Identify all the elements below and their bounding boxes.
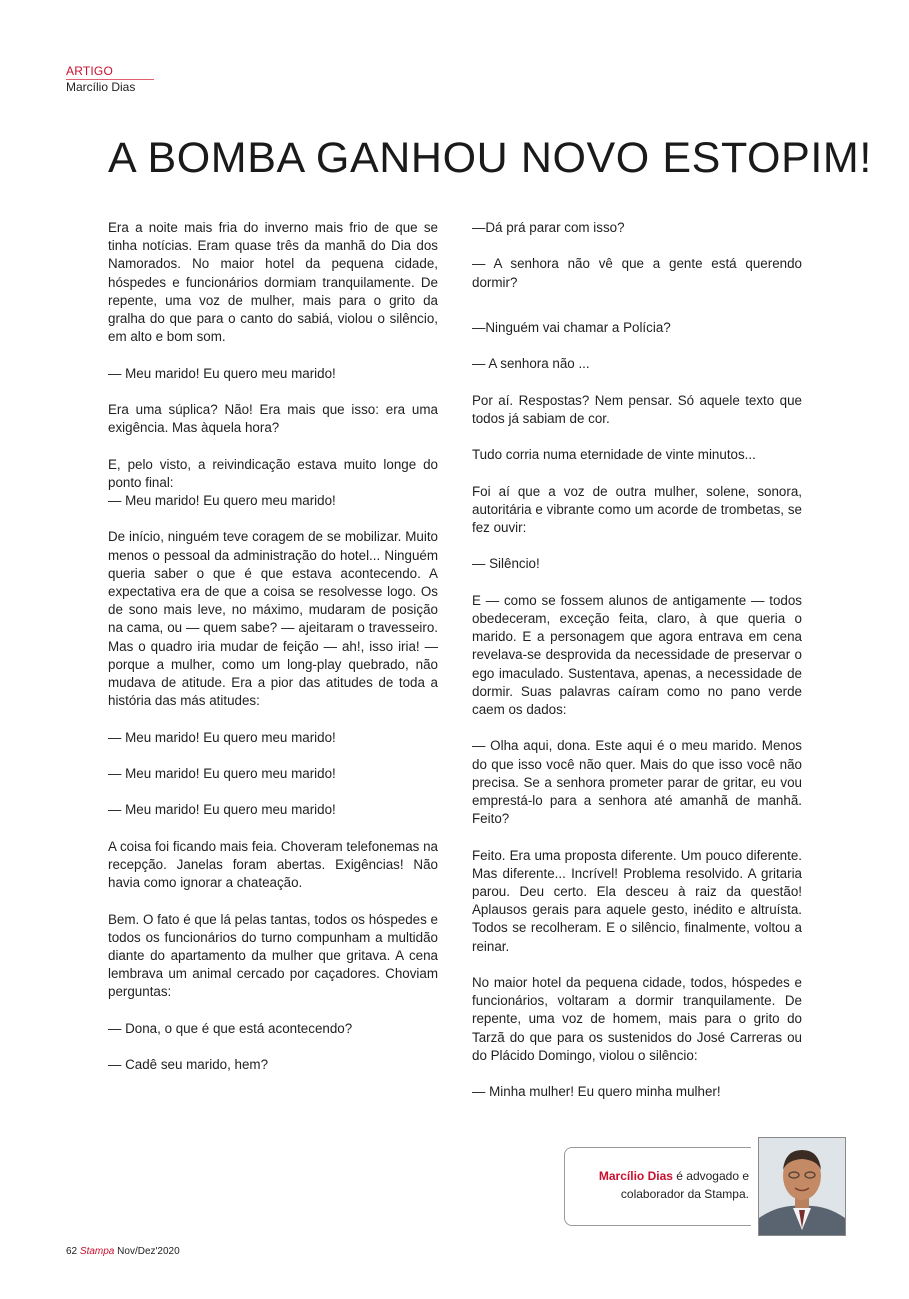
paragraph: — Meu marido! Eu quero meu marido!	[108, 802, 336, 818]
magazine-brand: Stampa	[79, 1246, 115, 1257]
page-footer	[66, 1246, 180, 1257]
paragraph: Tudo corria numa eternidade de vinte minutos...	[472, 447, 756, 463]
section-label: ARTIGO	[66, 64, 113, 78]
paragraph: —Dá prá parar com isso?	[472, 220, 625, 235]
paragraph: A coisa foi ficando mais feia. Choveram telefonemas na recepção. Janelas foram abertas. Exigências! Não havia como ignorar a chateação.	[108, 838, 438, 891]
paragraph: — A senhora não vê que a gente está querendo dormir?	[472, 256, 802, 290]
paragraph: — Cadê seu marido, hem?	[108, 1057, 269, 1073]
page-number: 62	[66, 1246, 78, 1257]
author-bio-name: Marcílio Dias	[598, 1169, 673, 1183]
paragraph: — Meu marido! Eu quero meu marido!	[108, 365, 336, 381]
paragraph: — Olha aqui, dona. Este aqui é o meu marido. Menos do que isso você não quer. Mais do que isso você não precisa. Se a senhora prometer parar de gritar, eu vou emprestá-lo para a senhora até amanhã de manhã. Feito?	[472, 738, 802, 827]
paragraph: Foi aí que a voz de outra mulher, solene, sonora, autoritária e vibrante como um acorde de trombetas, se fez ouvir:	[472, 483, 802, 535]
paragraph: — Silêncio!	[472, 556, 540, 572]
paragraph: — Meu marido! Eu quero meu marido!	[108, 493, 336, 508]
paragraph: E — como se fossem alunos de antigamente — todos obedeceram, exceção feita, claro, à que queria o marido. E a personagem que agora entrava em cena revelava-se desprovida da necessidade de preservar o ego imaculado. Sustentava, apenas, a necessidade de dormir. Suas palavras caíram como no pano verde caem os dados:	[472, 592, 802, 717]
paragraph: — Meu marido! Eu quero meu marido!	[108, 766, 336, 781]
paragraph: E, pelo visto, a reivindicação estava muito longe do ponto final:	[108, 456, 438, 490]
article-column-right	[472, 219, 802, 1101]
paragraph: — Dona, o que é que está acontecendo?	[108, 1020, 353, 1036]
paragraph: Bem. O fato é que lá pelas tantas, todos os hóspedes e todos os funcionários do turno compunham a multidão diante do apartamento da mulher que gritava. A cena lembrava um animal cercado por caçadores. Choviam perguntas:	[108, 911, 438, 1000]
author-bio-line2: colaborador da Stampa.	[620, 1187, 749, 1201]
author-bio-line1: é advogado e	[676, 1169, 749, 1183]
paragraph: De início, ninguém teve coragem de se mobilizar. Muito menos o pessoal da administração do hotel... Ninguém queria saber o que é que estava acontecendo. A expectativa era de que a coisa se resolvesse logo. Os de sono mais leve, no máximo, mudaram de posição na cama, ou — quem sabe? — ajeitaram o travesseiro. Mas o quadro iria mudar de feição — ah!, isso iria! — porque a mulher, como um long-play quebrado, não mudava de atitude. Era a pior das atitudes de toda a história das más atitudes:	[108, 529, 438, 709]
paragraph: Feito. Era uma proposta diferente. Um pouco diferente. Mas diferente... Incrível! Problema resolvido. A gritaria parou. Deu certo. Ela desceu à raiz da questão! Aplausos gerais para aquele gesto, inédito e altruísta. Todos se recolheram. E o silêncio, finalmente, voltou a reinar.	[472, 847, 802, 954]
paragraph: No maior hotel da pequena cidade, todos, hóspedes e funcionários, voltaram a dormir tranquilamente. De repente, uma voz de homem, mais para o grito do Tarzã do que para os sustenidos do José Carreras ou do Plácido Domingo, violou o silêncio:	[472, 974, 802, 1063]
paragraph: — Meu marido! Eu quero meu marido!	[108, 729, 336, 745]
article-title: A BOMBA GANHOU NOVO ESTOPIM!	[108, 134, 872, 182]
paragraph: Era uma súplica? Não! Era mais que isso: era uma exigência. Mas àquela hora?	[108, 402, 438, 436]
paragraph: — Minha mulher! Eu quero minha mulher!	[472, 1084, 721, 1100]
article-author-header: Marcílio Dias	[66, 80, 136, 94]
author-bio-text	[569, 1167, 749, 1203]
article-column-left	[108, 219, 438, 1074]
paragraph: Era a noite mais fria do inverno mais frio de que se tinha notícias. Eram quase três da manhã do Dia dos Namorados. No maior hotel da pequena cidade, hóspedes e funcionários dormiam tranquilamente. De repente, uma voz de mulher, mais para o grito da gralha do que para o canto do sabiá, violou o silêncio, em alto e bom som.	[108, 220, 438, 345]
paragraph: — A senhora não ...	[472, 356, 590, 372]
issue-date: Nov/Dez'2020	[117, 1246, 180, 1257]
author-photo	[758, 1137, 846, 1236]
paragraph: Por aí. Respostas? Nem pensar. Só aquele texto que todos já sabiam de cor.	[472, 392, 802, 426]
paragraph: —Ninguém vai chamar a Polícia?	[472, 319, 671, 335]
